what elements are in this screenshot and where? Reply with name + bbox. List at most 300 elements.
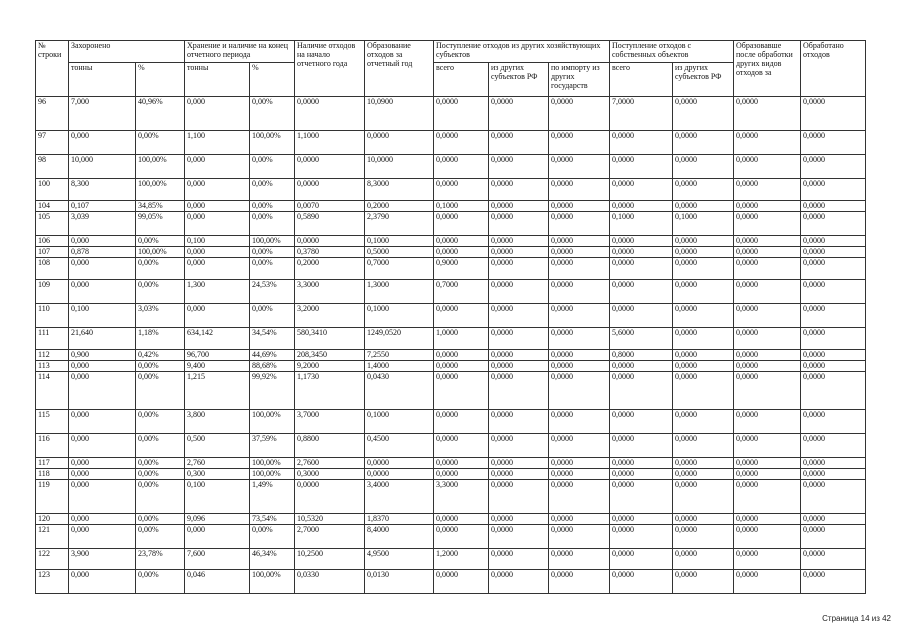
table-cell: 0,0000 xyxy=(673,410,734,434)
table-cell: 0,0000 xyxy=(673,372,734,410)
table-cell: 10,5320 xyxy=(295,514,365,525)
table-cell: 100,00% xyxy=(136,179,185,201)
table-cell: 0,0000 xyxy=(549,372,610,410)
row-number-cell: 108 xyxy=(36,258,69,280)
table-cell: 0,1000 xyxy=(365,236,434,247)
table-cell: 0,0000 xyxy=(610,372,673,410)
table-cell: 0,0000 xyxy=(434,410,489,434)
table-cell: 0,0000 xyxy=(673,570,734,594)
table-cell: 0,500 xyxy=(185,434,250,458)
table-cell: 0,0000 xyxy=(434,434,489,458)
table-cell: 0,0000 xyxy=(673,280,734,304)
table-cell: 0,0000 xyxy=(610,258,673,280)
table-cell: 0,0000 xyxy=(610,179,673,201)
table-cell: 0,0130 xyxy=(365,570,434,594)
table-cell: 0,000 xyxy=(69,258,136,280)
row-number-cell: 122 xyxy=(36,549,69,570)
table-row xyxy=(36,570,866,594)
row-number-cell: 114 xyxy=(36,372,69,410)
table-cell: 0,0000 xyxy=(801,410,866,434)
table-cell: 0,0000 xyxy=(610,469,673,480)
row-number-cell: 123 xyxy=(36,570,69,594)
table-cell: 1,4000 xyxy=(365,361,434,372)
table-cell: 0,0000 xyxy=(610,280,673,304)
table-cell: 0,0000 xyxy=(734,480,801,514)
table-cell: 0,0000 xyxy=(489,514,549,525)
table-cell: 46,34% xyxy=(250,549,295,570)
table-cell: 0,0000 xyxy=(434,570,489,594)
table-cell: 0,7000 xyxy=(434,280,489,304)
table-row xyxy=(36,372,866,410)
row-number-cell: 100 xyxy=(36,179,69,201)
table-cell: 0,0000 xyxy=(801,525,866,549)
table-cell: 73,54% xyxy=(250,514,295,525)
table-cell: 0,0000 xyxy=(734,97,801,131)
table-row xyxy=(36,434,866,458)
table-cell: 0,0000 xyxy=(549,410,610,434)
header-received-other: Поступление отходов из других хозяйствующих субъектов xyxy=(434,41,610,63)
table-row xyxy=(36,469,866,480)
table-cell: 0,00% xyxy=(136,570,185,594)
table-cell: 0,0000 xyxy=(801,469,866,480)
table-cell: 0,0000 xyxy=(434,304,489,328)
table-cell: 0,000 xyxy=(69,361,136,372)
row-number-cell: 105 xyxy=(36,212,69,236)
table-cell: 0,0000 xyxy=(734,361,801,372)
row-number-cell: 96 xyxy=(36,97,69,131)
row-number-cell: 116 xyxy=(36,434,69,458)
table-cell: 0,0000 xyxy=(434,361,489,372)
table-cell: 0,107 xyxy=(69,201,136,212)
table-cell: 0,0000 xyxy=(801,258,866,280)
subheader-percent: % xyxy=(250,63,295,97)
table-cell: 0,00% xyxy=(250,201,295,212)
table-cell: 0,0000 xyxy=(673,131,734,155)
table-cell: 0,000 xyxy=(69,514,136,525)
table-cell: 100,00% xyxy=(250,458,295,469)
table-cell: 0,0000 xyxy=(801,328,866,350)
table-cell: 0,00% xyxy=(136,469,185,480)
table-cell: 0,0000 xyxy=(489,458,549,469)
table-cell: 0,000 xyxy=(69,469,136,480)
table-cell: 0,0000 xyxy=(489,179,549,201)
table-cell: 0,000 xyxy=(185,155,250,179)
table-cell: 0,0000 xyxy=(801,97,866,131)
table-cell: 3,3000 xyxy=(295,280,365,304)
table-cell: 0,0000 xyxy=(549,361,610,372)
table-cell: 0,0000 xyxy=(801,549,866,570)
table-row xyxy=(36,328,866,350)
table-cell: 0,0000 xyxy=(673,328,734,350)
table-cell: 0,0000 xyxy=(610,361,673,372)
row-number-cell: 113 xyxy=(36,361,69,372)
table-cell: 0,0000 xyxy=(489,236,549,247)
waste-report-table xyxy=(35,40,866,594)
table-cell: 0,00% xyxy=(136,131,185,155)
table-cell: 9,2000 xyxy=(295,361,365,372)
table-row xyxy=(36,525,866,549)
table-cell: 3,800 xyxy=(185,410,250,434)
table-cell: 3,039 xyxy=(69,212,136,236)
table-cell: 0,0000 xyxy=(489,328,549,350)
table-row xyxy=(36,258,866,280)
table-cell: 0,0000 xyxy=(365,458,434,469)
table-cell: 0,00% xyxy=(136,372,185,410)
table-cell: 9,400 xyxy=(185,361,250,372)
table-cell: 0,0000 xyxy=(549,131,610,155)
table-cell: 0,0000 xyxy=(549,480,610,514)
header-processed: Обработано отходов xyxy=(801,41,866,97)
table-cell: 0,0000 xyxy=(365,131,434,155)
table-cell: 0,0000 xyxy=(734,328,801,350)
subheader-tonnes: тонны xyxy=(69,63,136,97)
table-cell: 0,0000 xyxy=(489,212,549,236)
table-cell: 0,00% xyxy=(250,258,295,280)
table-cell: 0,0000 xyxy=(549,280,610,304)
table-cell: 100,00% xyxy=(136,247,185,258)
table-cell: 1,300 xyxy=(185,280,250,304)
table-cell: 0,00% xyxy=(136,361,185,372)
header-generated: Образование отходов за отчетный год xyxy=(365,41,434,97)
table-cell: 100,00% xyxy=(250,469,295,480)
table-cell: 1,1730 xyxy=(295,372,365,410)
table-cell: 0,0000 xyxy=(673,97,734,131)
table-cell: 0,1000 xyxy=(365,410,434,434)
header-row-no: № строки xyxy=(36,41,69,97)
table-cell: 0,0000 xyxy=(489,97,549,131)
header-storage: Хранение и наличие на конец отчетного периода xyxy=(185,41,295,63)
table-cell: 0,2000 xyxy=(365,201,434,212)
table-cell: 0,0000 xyxy=(610,480,673,514)
table-cell: 0,0000 xyxy=(549,514,610,525)
table-cell: 7,600 xyxy=(185,549,250,570)
table-cell: 0,0000 xyxy=(489,434,549,458)
table-cell: 0,0430 xyxy=(365,372,434,410)
table-cell: 0,00% xyxy=(250,304,295,328)
table-cell: 0,000 xyxy=(185,97,250,131)
table-row xyxy=(36,201,866,212)
table-cell: 0,0000 xyxy=(489,131,549,155)
table-cell: 0,000 xyxy=(69,280,136,304)
table-cell: 0,000 xyxy=(69,480,136,514)
table-cell: 96,700 xyxy=(185,350,250,361)
table-cell: 0,0000 xyxy=(734,236,801,247)
table-cell: 0,0000 xyxy=(801,201,866,212)
table-cell: 0,0000 xyxy=(489,525,549,549)
table-cell: 0,0000 xyxy=(610,458,673,469)
table-cell: 0,0000 xyxy=(734,258,801,280)
table-cell: 0,100 xyxy=(185,480,250,514)
row-number-cell: 117 xyxy=(36,458,69,469)
table-cell: 0,0000 xyxy=(734,549,801,570)
subheader-total: всего xyxy=(610,63,673,97)
table-cell: 0,0000 xyxy=(734,179,801,201)
table-cell: 0,0000 xyxy=(610,525,673,549)
row-number-cell: 106 xyxy=(36,236,69,247)
header-formed-after: Образовавше после обработки других видов отходов за xyxy=(734,41,801,97)
table-cell: 0,0000 xyxy=(673,514,734,525)
table-cell: 0,0000 xyxy=(801,236,866,247)
table-cell: 0,0000 xyxy=(673,525,734,549)
table-cell: 99,92% xyxy=(250,372,295,410)
table-row xyxy=(36,179,866,201)
table-cell: 0,0000 xyxy=(489,280,549,304)
row-number-cell: 119 xyxy=(36,480,69,514)
table-cell: 0,0000 xyxy=(434,212,489,236)
table-row xyxy=(36,247,866,258)
table-cell: 0,0000 xyxy=(549,247,610,258)
table-cell: 0,0000 xyxy=(801,570,866,594)
table-cell: 34,54% xyxy=(250,328,295,350)
table-cell: 0,0000 xyxy=(610,236,673,247)
table-cell: 0,0000 xyxy=(549,212,610,236)
table-cell: 0,1000 xyxy=(610,212,673,236)
table-cell: 1249,0520 xyxy=(365,328,434,350)
table-cell: 0,0000 xyxy=(801,514,866,525)
table-cell: 10,0000 xyxy=(365,155,434,179)
table-cell: 0,0000 xyxy=(610,549,673,570)
table-row xyxy=(36,350,866,361)
table-cell: 10,000 xyxy=(69,155,136,179)
table-cell: 0,0000 xyxy=(673,201,734,212)
table-cell: 0,0000 xyxy=(549,570,610,594)
table-cell: 0,0000 xyxy=(801,155,866,179)
table-cell: 1,0000 xyxy=(434,328,489,350)
table-cell: 0,0000 xyxy=(295,236,365,247)
table-cell: 1,18% xyxy=(136,328,185,350)
table-cell: 0,878 xyxy=(69,247,136,258)
table-cell: 2,760 xyxy=(185,458,250,469)
table-cell: 44,69% xyxy=(250,350,295,361)
table-cell: 0,0000 xyxy=(489,469,549,480)
table-row xyxy=(36,458,866,469)
table-cell: 0,0000 xyxy=(489,304,549,328)
table-cell: 0,0000 xyxy=(610,247,673,258)
table-cell: 0,0000 xyxy=(295,97,365,131)
table-row xyxy=(36,304,866,328)
table-cell: 0,0000 xyxy=(673,155,734,179)
table-cell: 0,00% xyxy=(136,236,185,247)
table-cell: 7,000 xyxy=(69,97,136,131)
table-cell: 0,0000 xyxy=(434,131,489,155)
table-cell: 0,000 xyxy=(185,201,250,212)
table-cell: 0,900 xyxy=(69,350,136,361)
table-cell: 0,0000 xyxy=(434,458,489,469)
table-cell: 9,096 xyxy=(185,514,250,525)
table-row xyxy=(36,549,866,570)
table-cell: 0,0000 xyxy=(673,350,734,361)
table-cell: 0,0000 xyxy=(610,410,673,434)
table-cell: 34,85% xyxy=(136,201,185,212)
table-cell: 0,0000 xyxy=(734,201,801,212)
table-cell: 0,0000 xyxy=(673,458,734,469)
table-cell: 0,42% xyxy=(136,350,185,361)
table-cell: 0,000 xyxy=(69,131,136,155)
table-cell: 0,00% xyxy=(250,212,295,236)
subheader-from-other-rf: из других субъектов РФ xyxy=(489,63,549,97)
table-cell: 1,8370 xyxy=(365,514,434,525)
table-cell: 0,00% xyxy=(250,247,295,258)
table-row xyxy=(36,155,866,179)
row-number-cell: 121 xyxy=(36,525,69,549)
table-cell: 0,0000 xyxy=(673,179,734,201)
table-cell: 0,0000 xyxy=(549,97,610,131)
table-cell: 0,0000 xyxy=(801,212,866,236)
table-cell: 0,0000 xyxy=(434,155,489,179)
table-cell: 0,0000 xyxy=(489,549,549,570)
row-number-cell: 104 xyxy=(36,201,69,212)
subheader-percent: % xyxy=(136,63,185,97)
table-cell: 0,0000 xyxy=(489,410,549,434)
table-cell: 0,0000 xyxy=(610,201,673,212)
subheader-import: по импорту из других государств xyxy=(549,63,610,97)
table-cell: 7,0000 xyxy=(610,97,673,131)
table-cell: 0,000 xyxy=(185,304,250,328)
row-number-cell: 112 xyxy=(36,350,69,361)
table-cell: 0,2000 xyxy=(295,258,365,280)
table-cell: 0,00% xyxy=(136,514,185,525)
table-cell: 0,00% xyxy=(136,480,185,514)
table-cell: 100,00% xyxy=(250,410,295,434)
table-cell: 0,0000 xyxy=(489,570,549,594)
table-cell: 1,100 xyxy=(185,131,250,155)
table-cell: 0,0000 xyxy=(365,469,434,480)
table-cell: 0,0000 xyxy=(549,328,610,350)
table-cell: 0,0000 xyxy=(434,179,489,201)
table-cell: 0,00% xyxy=(136,525,185,549)
table-cell: 0,0000 xyxy=(801,304,866,328)
table-cell: 8,300 xyxy=(69,179,136,201)
table-cell: 0,0330 xyxy=(295,570,365,594)
table-cell: 0,00% xyxy=(136,410,185,434)
table-cell: 0,0000 xyxy=(673,434,734,458)
table-cell: 0,8000 xyxy=(610,350,673,361)
table-cell: 0,00% xyxy=(136,258,185,280)
row-number-cell: 115 xyxy=(36,410,69,434)
table-cell: 2,7600 xyxy=(295,458,365,469)
table-cell: 0,0000 xyxy=(673,361,734,372)
table-cell: 2,3790 xyxy=(365,212,434,236)
table-cell: 0,0000 xyxy=(549,201,610,212)
table-cell: 0,000 xyxy=(69,372,136,410)
table-cell: 0,0000 xyxy=(673,480,734,514)
table-cell: 3,4000 xyxy=(365,480,434,514)
table-cell: 0,0000 xyxy=(801,350,866,361)
table-cell: 0,0000 xyxy=(295,480,365,514)
table-row xyxy=(36,97,866,131)
table-cell: 0,0000 xyxy=(673,469,734,480)
table-cell: 88,68% xyxy=(250,361,295,372)
table-cell: 0,0000 xyxy=(801,361,866,372)
table-cell: 0,000 xyxy=(69,525,136,549)
table-cell: 7,2550 xyxy=(365,350,434,361)
table-cell: 0,0000 xyxy=(734,469,801,480)
header-received-own: Поступление отходов с собственных объектов xyxy=(610,41,734,63)
table-cell: 0,0000 xyxy=(734,525,801,549)
table-cell: 0,0000 xyxy=(610,570,673,594)
table-cell: 0,3000 xyxy=(295,469,365,480)
table-cell: 0,0000 xyxy=(489,480,549,514)
subheader-total: всего xyxy=(434,63,489,97)
table-cell: 0,000 xyxy=(185,179,250,201)
table-row xyxy=(36,212,866,236)
table-cell: 0,0000 xyxy=(734,131,801,155)
table-cell: 0,0000 xyxy=(549,458,610,469)
table-cell: 0,0000 xyxy=(434,97,489,131)
table-row xyxy=(36,236,866,247)
table-cell: 21,640 xyxy=(69,328,136,350)
table-cell: 8,4000 xyxy=(365,525,434,549)
table-cell: 0,0000 xyxy=(610,131,673,155)
table-cell: 0,0000 xyxy=(734,247,801,258)
table-cell: 0,0000 xyxy=(610,434,673,458)
table-cell: 0,5890 xyxy=(295,212,365,236)
table-cell: 1,2000 xyxy=(434,549,489,570)
table-cell: 0,000 xyxy=(185,247,250,258)
table-cell: 0,7000 xyxy=(365,258,434,280)
table-cell: 0,1000 xyxy=(434,201,489,212)
table-cell: 0,0000 xyxy=(549,350,610,361)
table-cell: 2,7000 xyxy=(295,525,365,549)
table-cell: 0,0000 xyxy=(489,155,549,179)
table-cell: 100,00% xyxy=(250,236,295,247)
table-cell: 100,00% xyxy=(250,131,295,155)
table-cell: 0,00% xyxy=(136,434,185,458)
table-cell: 0,1000 xyxy=(365,304,434,328)
table-cell: 0,0000 xyxy=(549,525,610,549)
table-cell: 0,0000 xyxy=(734,372,801,410)
table-cell: 0,1000 xyxy=(673,212,734,236)
table-cell: 1,215 xyxy=(185,372,250,410)
table-cell: 0,000 xyxy=(185,258,250,280)
table-cell: 0,0000 xyxy=(673,304,734,328)
table-cell: 100,00% xyxy=(250,570,295,594)
table-cell: 0,0000 xyxy=(673,258,734,280)
table-cell: 0,046 xyxy=(185,570,250,594)
table-cell: 0,0000 xyxy=(734,514,801,525)
table-cell: 0,0000 xyxy=(673,549,734,570)
table-cell: 580,3410 xyxy=(295,328,365,350)
subheader-from-other: из других субъектов РФ xyxy=(673,63,734,97)
table-cell: 0,3780 xyxy=(295,247,365,258)
table-cell: 0,0000 xyxy=(489,201,549,212)
table-cell: 4,9500 xyxy=(365,549,434,570)
table-row xyxy=(36,480,866,514)
table-cell: 0,000 xyxy=(69,410,136,434)
table-cell: 0,0000 xyxy=(434,469,489,480)
table-cell: 0,0000 xyxy=(549,155,610,179)
table-cell: 1,49% xyxy=(250,480,295,514)
table-cell: 3,2000 xyxy=(295,304,365,328)
table-cell: 0,300 xyxy=(185,469,250,480)
table-cell: 0,0000 xyxy=(549,258,610,280)
table-cell: 0,0000 xyxy=(734,410,801,434)
table-cell: 10,0900 xyxy=(365,97,434,131)
table-cell: 0,9000 xyxy=(434,258,489,280)
table-cell: 0,0000 xyxy=(549,179,610,201)
table-cell: 3,900 xyxy=(69,549,136,570)
table-row xyxy=(36,361,866,372)
table-cell: 0,0000 xyxy=(734,434,801,458)
table-cell: 0,4500 xyxy=(365,434,434,458)
row-number-cell: 97 xyxy=(36,131,69,155)
table-cell: 0,00% xyxy=(136,280,185,304)
table-cell: 0,000 xyxy=(185,212,250,236)
table-cell: 0,0000 xyxy=(434,247,489,258)
table-cell: 0,0000 xyxy=(610,514,673,525)
table-cell: 0,0000 xyxy=(673,236,734,247)
table-body xyxy=(36,97,866,594)
